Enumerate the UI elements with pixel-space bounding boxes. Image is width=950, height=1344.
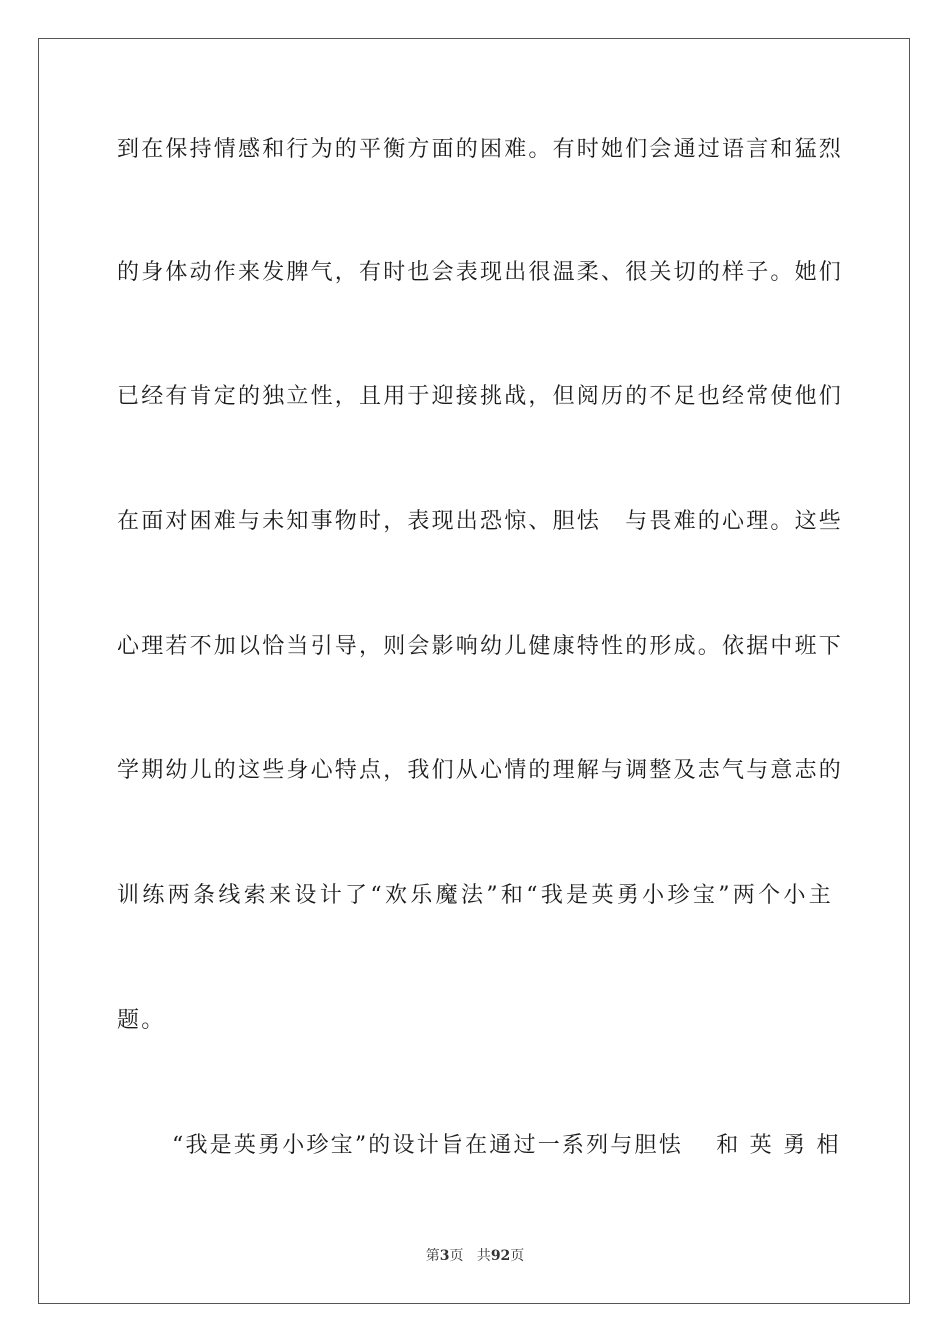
- total-suffix: 页: [510, 1248, 525, 1264]
- page-footer: [0, 1246, 950, 1266]
- page-border: [38, 38, 910, 1304]
- total-prefix: 共: [476, 1248, 491, 1264]
- body-text-paragraph-2-line-1: “我是英勇小珍宝”的设计旨在通过一系列与胆怯 和 英 勇 相: [172, 1133, 841, 1158]
- page-number: 3: [439, 1248, 450, 1264]
- body-text-line-8: 题。: [117, 1008, 166, 1033]
- body-text-line-4: 在面对困难与未知事物时，表现出恐惊、胆怯 与畏难的心理。这些: [117, 509, 844, 534]
- body-text-line-1: 到在保持情感和行为的平衡方面的困难。有时她们会通过语言和猛烈: [117, 137, 844, 162]
- page-suffix: 页: [449, 1248, 464, 1264]
- body-text-line-3: 已经有肯定的独立性，且用于迎接挑战，但阅历的不足也经常使他们: [117, 384, 844, 409]
- body-text-line-5: 心理若不加以恰当引导，则会影响幼儿健康特性的形成。依据中班下: [117, 634, 844, 659]
- body-text-line-7: 训练两条线索来设计了“欢乐魔法”和“我是英勇小珍宝”两个小主: [117, 883, 833, 908]
- body-text-line-6: 学期幼儿的这些身心特点，我们从心情的理解与调整及志气与意志的: [117, 758, 844, 783]
- body-text-line-2: 的身体动作来发脾气，有时也会表现出很温柔、很关切的样子。她们: [117, 260, 844, 285]
- page-prefix: 第: [425, 1248, 440, 1264]
- total-pages: 92: [490, 1248, 511, 1264]
